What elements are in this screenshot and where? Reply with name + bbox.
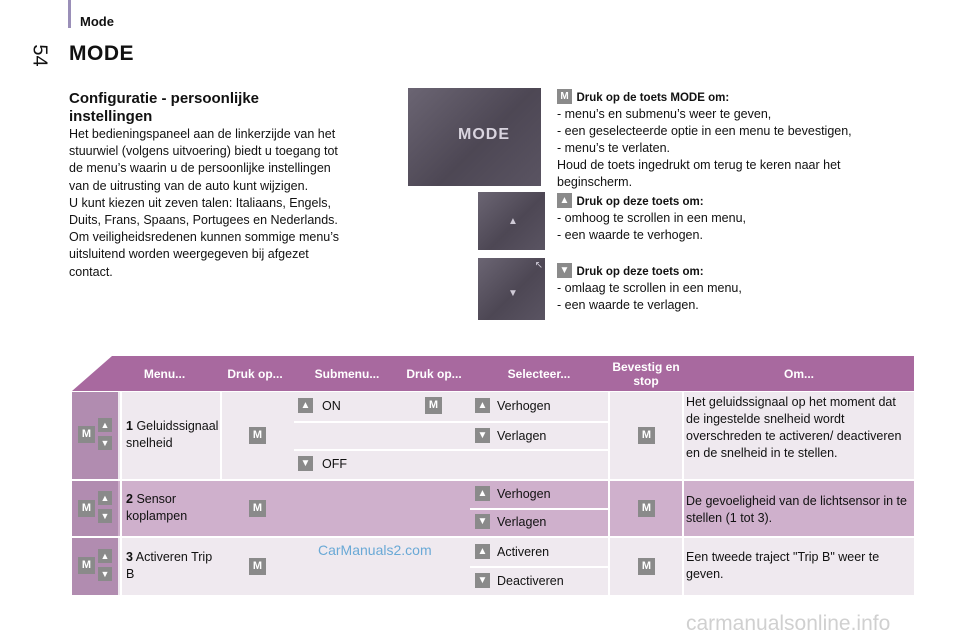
up-desc-title: Druk op deze toets om: <box>576 196 704 208</box>
watermark-left: CarManuals2.com <box>318 542 432 558</box>
select-option: Activeren <box>497 545 550 559</box>
mode-key-icon: M <box>78 426 95 443</box>
down-description <box>557 262 897 314</box>
down-key-icon: ▼ <box>298 456 313 471</box>
up-key-icon: ▲ <box>557 193 572 208</box>
down-desc-title: Druk op deze toets om: <box>576 266 704 278</box>
mode-key-icon: M <box>249 427 266 444</box>
header-confirm: Bevestig en stop <box>612 359 680 388</box>
up-key-icon: ▲ <box>475 486 490 501</box>
menu-item <box>126 418 222 452</box>
about-text: Het geluidssignaal op het moment dat de ingestelde snelheid wordt overschreden te activeren/ deactiveren en de snelheid in te stellen. <box>686 395 902 460</box>
header-label: Mode <box>80 14 114 29</box>
up-desc-line: - een waarde te verhogen. <box>557 228 703 242</box>
up-button-photo <box>478 192 545 250</box>
select-option: Verlagen <box>497 429 547 443</box>
submenu-off: OFF <box>322 457 347 471</box>
mode-desc-title: Druk op de toets MODE om: <box>576 92 730 104</box>
up-key-icon: ▲ <box>475 544 490 559</box>
mode-desc-line: - menu’s te verlaten. <box>557 141 671 155</box>
header-press1: Druk op... <box>227 366 283 381</box>
mode-button-photo <box>408 88 541 186</box>
watermark-right: carmanualsonline.info <box>686 612 891 635</box>
down-key-icon: ▼ <box>475 514 490 529</box>
mode-desc-line: - menu’s en submenu’s weer te geven, <box>557 107 772 121</box>
up-desc-line: - omhoog te scrollen in een menu, <box>557 211 746 225</box>
up-key-icon: ▲ <box>98 549 112 563</box>
mode-key-icon: M <box>425 397 442 414</box>
up-key-icon: ▲ <box>475 398 490 413</box>
mode-key-icon: M <box>638 558 655 575</box>
select-option: Verlagen <box>497 515 547 529</box>
up-key-icon: ▲ <box>98 418 112 432</box>
menu-number: 3 <box>126 550 133 564</box>
mode-description <box>557 88 897 191</box>
mode-key-icon: M <box>78 557 95 574</box>
down-button-photo <box>478 258 545 320</box>
esc-icon: ↖ <box>534 260 543 271</box>
down-key-icon: ▼ <box>557 263 572 278</box>
menu-number: 1 <box>126 419 133 433</box>
mode-desc-line: - een geselecteerde optie in een menu te bevestigen, <box>557 124 852 138</box>
menu-label: Activeren Trip B <box>126 550 213 581</box>
menu-number: 2 <box>126 492 133 506</box>
header-submenu: Submenu... <box>314 366 380 381</box>
header-select: Selecteer... <box>507 366 571 381</box>
down-key-icon: ▼ <box>98 436 112 450</box>
section-heading: Configuratie - persoonlijke instellingen <box>69 90 260 125</box>
mode-key-icon: M <box>557 89 572 104</box>
down-key-icon: ▼ <box>475 573 490 588</box>
menu-item <box>126 491 222 525</box>
intro-paragraph: Het bedieningspaneel aan de linkerzijde van het stuurwiel (volgens uitvoering) biedt u toegang tot de menu’s waarin u de persoonlijke instellingen van de uitrusting van de auto kunt wijzigen. U kunt kiezen uit zeven talen: Italiaans, Engels, Duits, Frans, Spaans, Portugees en Nederlands. Om veiligheidsredenen kunnen sommige menu’s uitsluitend worden weergegeven bij afgezet contact. <box>69 127 340 279</box>
up-arrow-icon: ▲ <box>508 216 518 227</box>
page-title: MODE <box>69 42 134 65</box>
up-key-icon: ▲ <box>98 491 112 505</box>
header-about: Om... <box>783 366 814 381</box>
down-desc-line: - een waarde te verlagen. <box>557 298 699 312</box>
down-key-icon: ▼ <box>475 428 490 443</box>
mode-key-icon: M <box>78 500 95 517</box>
down-arrow-icon: ▼ <box>508 288 518 299</box>
down-key-icon: ▼ <box>98 567 112 581</box>
submenu-on: ON <box>322 399 341 413</box>
menu-item <box>126 549 222 583</box>
select-option: Verhogen <box>497 487 551 501</box>
menu-label: Geluidssignaal snelheid <box>126 419 219 450</box>
header-menu: Menu... <box>143 366 186 381</box>
down-key-icon: ▼ <box>98 509 112 523</box>
mode-key-icon: M <box>249 558 266 575</box>
menu-label: Sensor koplampen <box>126 492 188 523</box>
header-bar <box>68 0 71 28</box>
mode-key-icon: M <box>638 427 655 444</box>
down-desc-line: - omlaag te scrollen in een menu, <box>557 281 742 295</box>
page-number: 54 <box>28 44 51 67</box>
mode-desc-line: Houd de toets ingedrukt om terug te keren naar het beginscherm. <box>557 158 841 189</box>
up-description <box>557 192 897 244</box>
up-key-icon: ▲ <box>298 398 313 413</box>
select-option: Deactiveren <box>497 574 564 588</box>
about-text: Een tweede traject "Trip B" weer te geven. <box>686 550 880 581</box>
about-text: De gevoeligheid van de lichtsensor in te stellen (1 tot 3). <box>686 494 907 525</box>
mode-key-icon: M <box>249 500 266 517</box>
header-press2: Druk op... <box>406 366 462 381</box>
mode-photo-label: MODE <box>458 126 510 143</box>
select-option: Verhogen <box>497 399 551 413</box>
table-header <box>72 356 914 391</box>
mode-key-icon: M <box>638 500 655 517</box>
